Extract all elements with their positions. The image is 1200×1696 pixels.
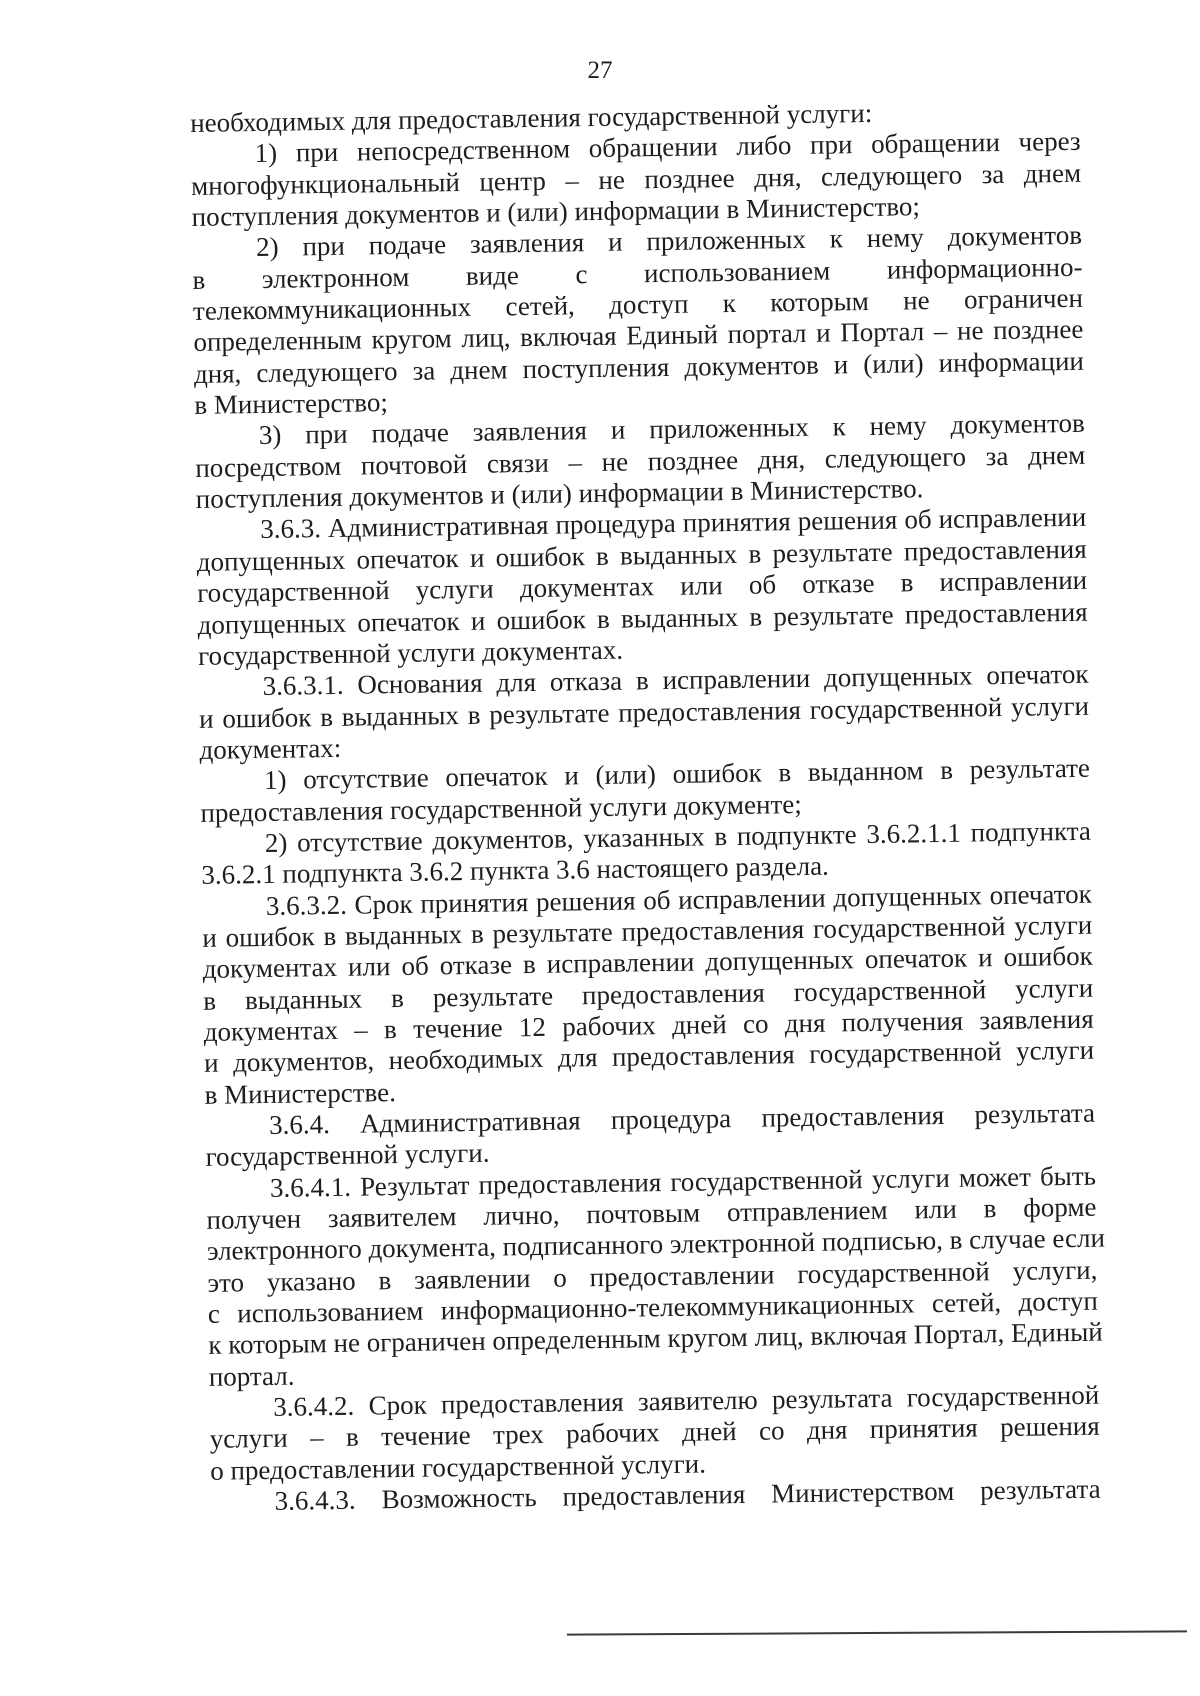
text-line: о предоставлении государственной услуги. bbox=[209, 1448, 707, 1486]
text-line: государственной услуги документах или об отказе в исправлении bbox=[196, 564, 1088, 609]
text-line: в электронном виде с использованием информационно- bbox=[192, 251, 1083, 295]
body-text bbox=[190, 95, 1106, 1519]
text-line: 1) отсутствие опечаток и (или) ошибок в выданном в результате bbox=[263, 752, 1091, 796]
text-line: это указано в заявлении о предоставлении государственной услуги, bbox=[207, 1254, 1098, 1298]
text-line: 3.6.4.3. Возможность предоставления Министерством результата bbox=[274, 1473, 1101, 1517]
text-line: поступления документов и (или) информации в Министерство; bbox=[191, 191, 921, 233]
text-line: 1) при непосредственном обращении либо при обращении через bbox=[254, 126, 1081, 169]
text-line: необходимых для предоставления государственной услуги: bbox=[190, 97, 873, 138]
text-line: посредством почтовой связи – не позднее дня, следующего за днем bbox=[195, 439, 1086, 483]
text-line: 3.6.2.1 подпункта 3.6.2 пункта 3.6 настоящего раздела. bbox=[201, 850, 830, 891]
text-line: поступления документов и (или) информации в Министерство. bbox=[195, 473, 924, 515]
text-line: документах – в течение 12 рабочих дней со дня получения заявления bbox=[203, 1003, 1094, 1047]
text-line: 3) при подаче заявления и приложенных к нему документов bbox=[258, 408, 1085, 451]
page-number: 27 bbox=[587, 57, 613, 84]
text-line: 3.6.4. Административная процедура предоставления результата bbox=[268, 1097, 1096, 1140]
text-line: документах: bbox=[199, 732, 342, 765]
text-line: электронного документа, подписанного электронной подписью, в случае если bbox=[206, 1222, 1106, 1267]
text-line: портал. bbox=[208, 1360, 295, 1392]
text-line: 2) при подаче заявления и приложенных к нему документов bbox=[255, 220, 1083, 263]
text-line: документах или об отказе в исправлении допущенных опечаток и ошибок bbox=[202, 940, 1093, 985]
text-line: и ошибок в выданных в результате предоставления государственной услуги bbox=[202, 909, 1093, 953]
text-line: с использованием информационно-телекоммуникационных сетей, доступ bbox=[207, 1285, 1099, 1329]
text-line: 3.6.4.2. Срок предоставления заявителю результата государственной bbox=[273, 1379, 1100, 1422]
footer-rule bbox=[567, 1630, 1187, 1635]
text-line: в выданных в результате предоставления государственной услуги bbox=[203, 972, 1094, 1016]
text-line: и ошибок в выданных в результате предоставления государственной услуги bbox=[198, 690, 1090, 734]
text-line: 3.6.3.2. Срок принятия решения об исправлении допущенных опечаток bbox=[265, 878, 1092, 921]
text-line: получен заявителем лично, почтовым отправлением или в форме bbox=[206, 1191, 1097, 1235]
text-line: телекоммуникационных сетей, доступ к которым не ограничен bbox=[192, 282, 1084, 327]
text-line: многофункциональный центр – не позднее дня, следующего за днем bbox=[190, 157, 1082, 201]
text-line: и документов, необходимых для предоставления государственной услуги bbox=[203, 1035, 1095, 1079]
text-line: предоставления государственной услуги документе; bbox=[200, 788, 802, 828]
text-line: дня, следующего за днем поступления документов и (или) информации bbox=[193, 345, 1085, 389]
text-line: государственной услуги. bbox=[205, 1138, 490, 1173]
text-line: в Министерстве. bbox=[204, 1076, 397, 1110]
text-line: 2) отсутствие документов, указанных в подпункте 3.6.2.1.1 подпункта bbox=[264, 815, 1092, 858]
text-line: в Министерство; bbox=[194, 387, 389, 421]
text-line: 3.6.3. Административная процедура принятия решения об исправлении bbox=[260, 502, 1087, 545]
text-line: к которым не ограничен определенным кругом лиц, включая Портал, Единый bbox=[208, 1317, 1103, 1361]
text-line: услуги – в течение трех рабочих дней со дня принятия решения bbox=[209, 1411, 1100, 1455]
text-line: определенным кругом лиц, включая Единый портал и Портал – не позднее bbox=[193, 314, 1084, 358]
text-line: 3.6.3.1. Основания для отказа в исправлении допущенных опечаток bbox=[262, 658, 1089, 702]
text-line: государственной услуги документах. bbox=[197, 634, 624, 671]
text-line: допущенных опечаток и ошибок в выданных в результате предоставления bbox=[197, 596, 1088, 640]
text-line: допущенных опечаток и ошибок в выданных в результате предоставления bbox=[196, 533, 1087, 577]
text-line: 3.6.4.1. Результат предоставления государственной услуги может быть bbox=[269, 1160, 1097, 1203]
